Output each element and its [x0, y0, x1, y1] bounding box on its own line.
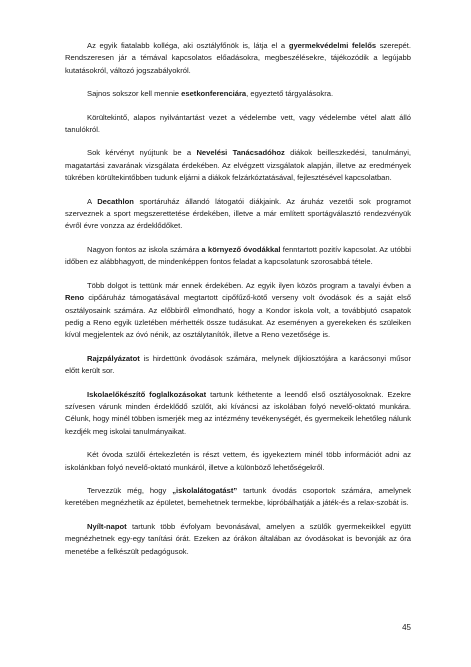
bold-phrase: Nevelési Tanácsadóhoz	[196, 148, 285, 158]
text-run: tartunk több évfolyam bevonásával, amelyen a szülők gyermekeikkel együtt megnézhetnek egy-egy tanítási órát. Ezeken az órákon általában az óvodásokat is bevonják az óra menetébe a felkészült pedagógusok.	[65, 521, 411, 556]
paragraph	[65, 521, 411, 558]
paragraph	[65, 485, 411, 510]
paragraph	[65, 112, 411, 137]
text-run: Több dolgot is tettünk már ennek érdekében. Az egyik ilyen közös program a tavalyi évben a	[87, 280, 411, 290]
text-run: Sajnos sokszor kell mennie	[87, 89, 182, 99]
paragraph	[65, 449, 411, 474]
paragraph	[65, 244, 411, 269]
text-run: Körültekintő, alapos nyilvántartást vezet a védelembe vett, vagy védelembe vétel alatt álló tanulókról.	[65, 112, 411, 135]
bold-phrase: Rajzpályázatot	[87, 353, 140, 363]
bold-phrase: „iskolalátogatást”	[172, 485, 238, 495]
bold-phrase: Reno	[65, 293, 84, 303]
text-run: Tervezzük még, hogy	[87, 485, 173, 495]
text-run: sportáruház állandó látogatói diákjaink. Az áruház vezetői sok programot szerveznek a sport megszerettetése érdekében, illetve a már említett sportágválasztó rendezvényük évről évre vonzza az érdeklődőket.	[65, 196, 411, 231]
text-run: A	[87, 196, 98, 206]
text-run: Az egyik fiatalabb kolléga, aki osztályfőnök is, látja el a	[87, 41, 289, 50]
bold-phrase: Iskolaelőkészítő foglalkozásokat	[87, 389, 207, 399]
text-run: tartunk kéthetente a leendő első osztályosoknak. Ezekre szívesen várunk minden érdeklődő szülőt, aki kíváncsi az iskolában folyó nevelő-oktató munkára. Célunk, hogy minél többen ismerjék meg az intézmény tevékenységét, és gyermekeik lehetőleg nálunk kezdjék meg iskolai tanulmányaikat.	[65, 389, 411, 436]
paragraph	[65, 280, 411, 342]
text-run: Nagyon fontos az iskola számára	[87, 244, 202, 254]
text-run: is hirdettünk óvodások számára, melynek díjkiosztójára a karácsonyi műsor előtt került sor.	[65, 353, 411, 376]
paragraph	[65, 196, 411, 233]
bold-phrase: esetkonferenciára	[181, 89, 247, 99]
page-number: 45	[402, 623, 411, 632]
text-run: Sok kérvényt nyújtunk be a	[87, 148, 197, 158]
text-run: cipőáruház támogatásával megtartott cipőfűző-kötő verseny volt óvodások és a saját első osztályosaink számára. Az előbbiről elmondható, hogy a Kondor iskola volt, a továbbjutó csapatok pedig a Reno egyik üzletében mérhették össze tudásukat. Az eseményen a gyerekeken és szüleiken kívül megjelentek az óvó nénik, az osztálytanítók, illetve a Reno vezetősége is.	[65, 293, 411, 340]
paragraph	[65, 389, 411, 439]
bold-phrase: a környező óvodákkal	[201, 244, 281, 254]
text-run: diákok beilleszkedési, tanulmányi, magatartási zavarának vizsgálata érdekében. Az elvégzett vizsgálatok alapján, illetve az eredmények tükrében körültekintőbben tudunk eljárni a diákok felzárkóztatásával, fejlesztésével kapcsolatban.	[65, 148, 411, 183]
paragraph	[65, 88, 411, 100]
document-body	[65, 40, 411, 569]
text-run: , egyeztető tárgyalásokra.	[246, 89, 334, 99]
text-run: tartunk óvodás csoportok számára, amelynek keretében megnézhetik az épületet, bemehetnek termekbe, kipróbálhatják a játék-és a relax-szobát is.	[65, 485, 411, 508]
bold-phrase: Nyílt-napot	[87, 521, 127, 531]
bold-phrase: Decathlon	[97, 196, 134, 206]
bold-phrase: gyermekvédelmi felelős	[288, 41, 377, 50]
text-run: fenntartott pozitív kapcsolat. Az utóbbi időben ez alábbhagyott, de mindenképpen fontos feladat a kapcsolatunk szorosabbá tétele.	[65, 244, 411, 267]
paragraph	[65, 40, 411, 77]
text-run: szerepét. Rendszeresen jár a témával kapcsolatos előadásokra, megbeszélésekre, tájékozódik a legújabb kutatásokról, változó jogszabályokról.	[65, 41, 411, 75]
paragraph	[65, 147, 411, 184]
paragraph	[65, 353, 411, 378]
text-run: Két óvoda szülői értekezletén is részt vettem, és igyekeztem minél több információt adni az iskolánkban folyó nevelő-oktató munkáról, illetve a különböző lehetőségekről.	[65, 450, 411, 472]
